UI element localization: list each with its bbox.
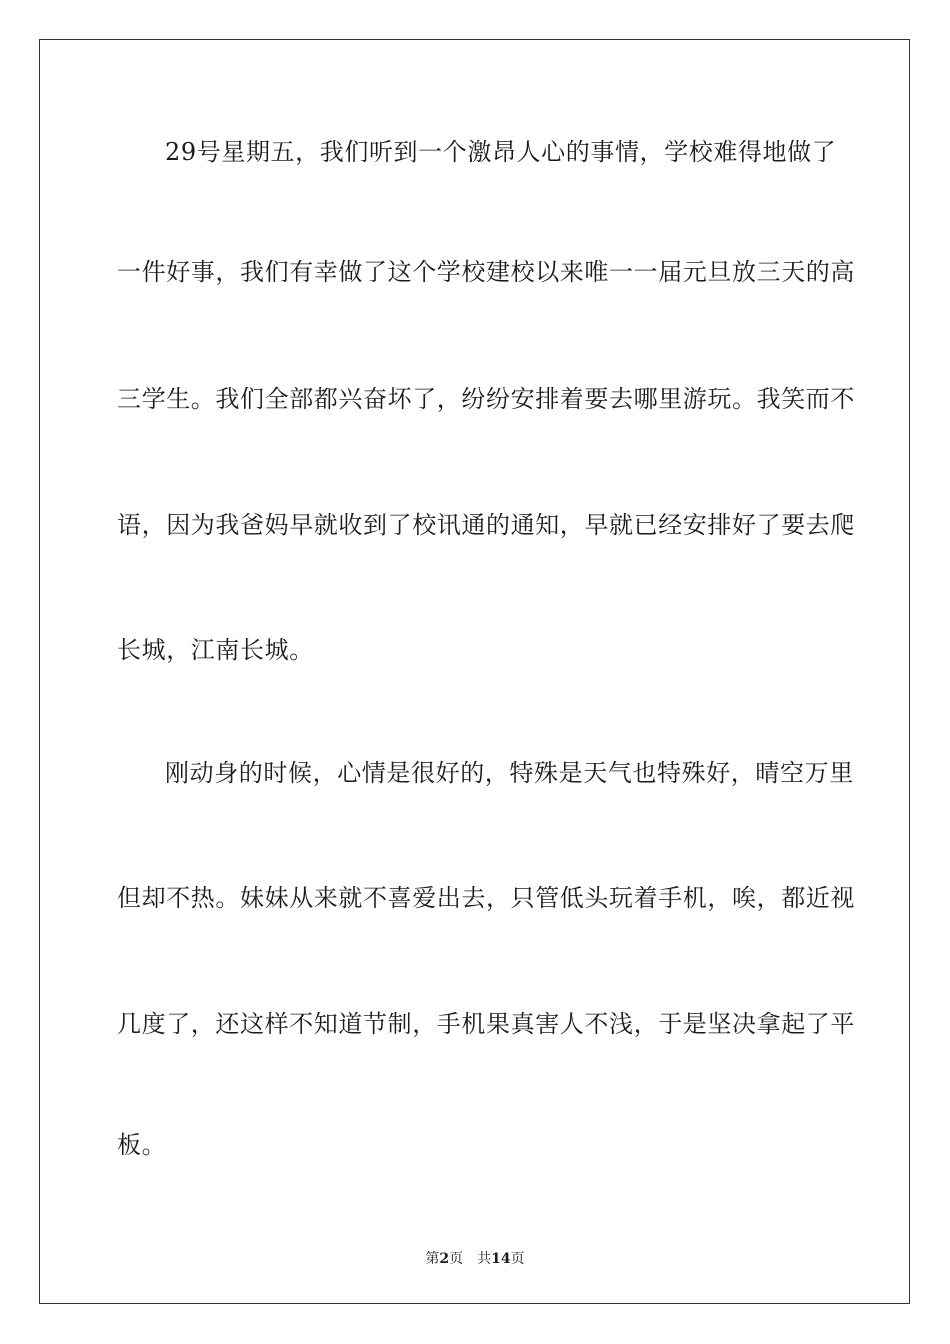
paragraph-1-line-3: 三学生。我们全部都兴奋坏了，纷纷安排着要去哪里游玩。我笑而不 bbox=[117, 385, 855, 413]
total-suffix: 页 bbox=[510, 1251, 525, 1267]
paragraph-2-line-3: 几度了，还这样不知道节制，手机果真害人不浅，于是坚决拿起了平 bbox=[117, 1010, 855, 1038]
page-number: 2 bbox=[439, 1251, 450, 1267]
paragraph-1-line-4: 语，因为我爸妈早就收到了校讯通的通知，早就已经安排好了要去爬 bbox=[117, 511, 855, 539]
paragraph-2-line-4: 板。 bbox=[117, 1131, 167, 1159]
page-suffix: 页 bbox=[449, 1251, 464, 1267]
page-prefix: 第 bbox=[425, 1251, 440, 1267]
paragraph-1-line-2: 一件好事，我们有幸做了这个学校建校以来唯一一届元旦放三天的高 bbox=[117, 258, 855, 286]
total-pages: 14 bbox=[491, 1251, 511, 1267]
paragraph-1-line-5: 长城，江南长城。 bbox=[117, 636, 314, 664]
paragraph-1-line-1: 29号星期五，我们听到一个激昂人心的事情，学校难得地做了 bbox=[165, 138, 837, 166]
page-frame bbox=[39, 39, 910, 1304]
paragraph-2-line-2: 但却不热。妹妹从来就不喜爱出去，只管低头玩着手机，唉，都近视 bbox=[117, 884, 855, 912]
page-footer bbox=[0, 1248, 950, 1268]
paragraph-2-line-1: 刚动身的时候，心情是很好的，特殊是天气也特殊好，晴空万里 bbox=[165, 759, 854, 787]
total-prefix: 共 bbox=[477, 1251, 492, 1267]
